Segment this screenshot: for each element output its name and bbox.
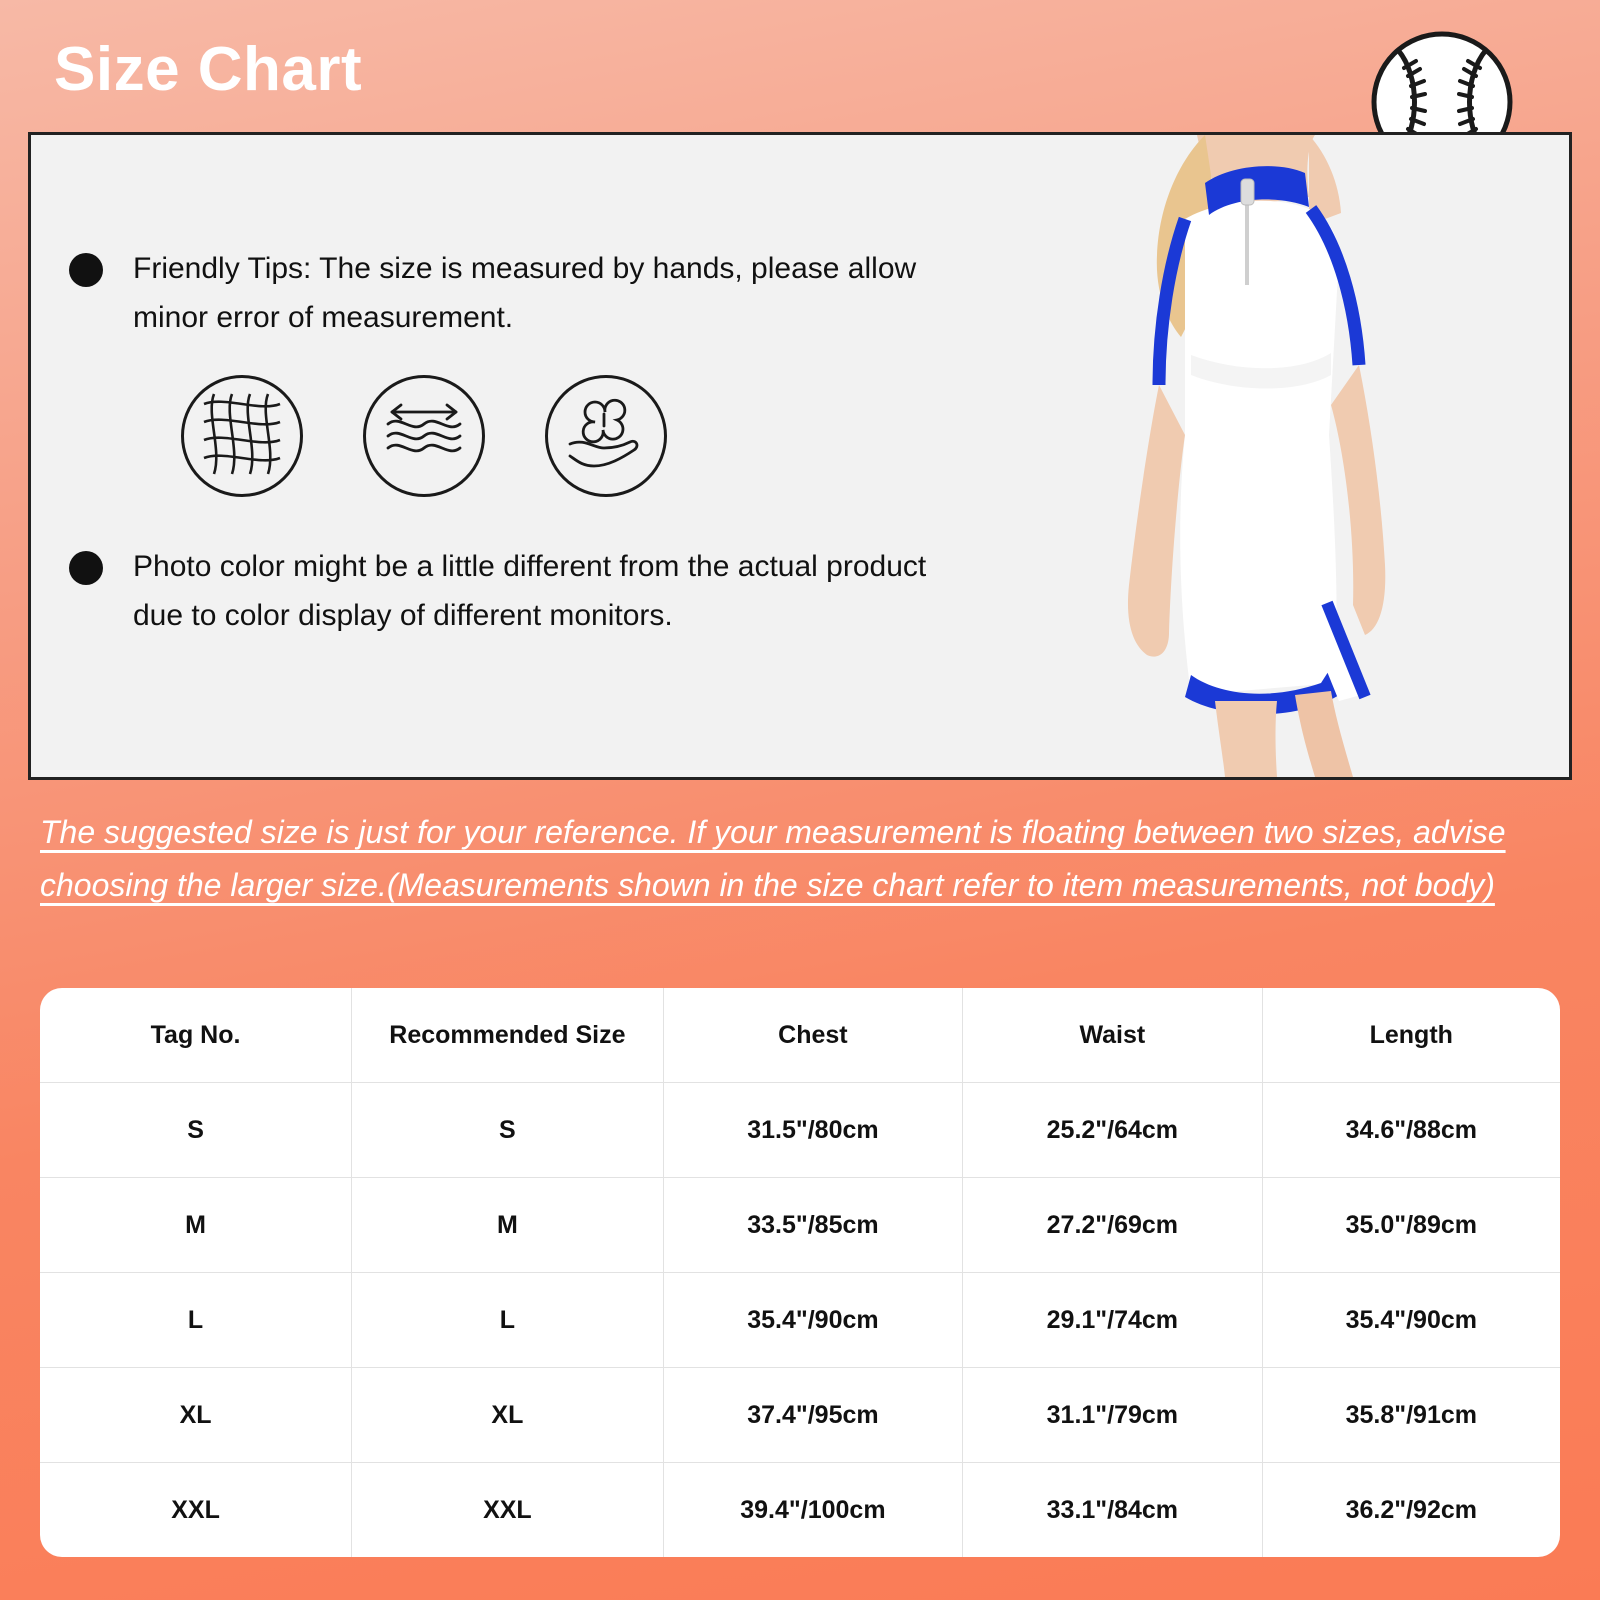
table-header-row [40, 988, 1560, 1083]
col-header-waist: Waist [963, 988, 1262, 1083]
feature-icons [181, 375, 667, 497]
cell-waist: 27.2"/69cm [963, 1178, 1262, 1273]
cell-tag-no: XL [40, 1368, 352, 1463]
cell-chest: 33.5"/85cm [663, 1178, 962, 1273]
table-row [40, 1368, 1560, 1463]
cell-length: 35.0"/89cm [1262, 1178, 1560, 1273]
photo-color-tips-text: Photo color might be a little different from the actual product due to color display of different monitors. [133, 550, 927, 632]
cell-recommended-size: M [352, 1178, 664, 1273]
cell-recommended-size: L [352, 1273, 664, 1368]
cell-recommended-size: XXL [352, 1463, 664, 1558]
cell-waist: 29.1"/74cm [963, 1273, 1262, 1368]
info-panel [28, 132, 1572, 780]
col-header-length: Length [1262, 988, 1560, 1083]
page-title: Size Chart [54, 35, 363, 104]
cell-length: 34.6"/88cm [1262, 1083, 1560, 1178]
cell-tag-no: XXL [40, 1463, 352, 1558]
bullet-dot-icon [69, 253, 103, 287]
size-table [40, 988, 1560, 1557]
cell-chest: 37.4"/95cm [663, 1368, 962, 1463]
cell-tag-no: S [40, 1083, 352, 1178]
table-row [40, 1178, 1560, 1273]
cell-tag-no: M [40, 1178, 352, 1273]
cell-chest: 35.4"/90cm [663, 1273, 962, 1368]
col-header-tag-no: Tag No. [40, 988, 352, 1083]
table-row [40, 1463, 1560, 1558]
cell-length: 35.8"/91cm [1262, 1368, 1560, 1463]
soft-cotton-hand-icon [545, 375, 667, 497]
cell-waist: 25.2"/64cm [963, 1083, 1262, 1178]
stretch-arrows-icon [363, 375, 485, 497]
col-header-recommended-size: Recommended Size [352, 988, 664, 1083]
photo-color-tips-block [69, 543, 943, 640]
table-row [40, 1273, 1560, 1368]
col-header-chest: Chest [663, 988, 962, 1083]
fabric-weave-icon [181, 375, 303, 497]
bullet-dot-icon [69, 551, 103, 585]
cell-recommended-size: S [352, 1083, 664, 1178]
reference-note: The suggested size is just for your reference. If your measurement is floating between two sizes, advise choosing the larger size.(Measurements shown in the size chart refer to item measurements, not body) [40, 814, 1506, 903]
size-table-element [40, 988, 1560, 1557]
cell-chest: 39.4"/100cm [663, 1463, 962, 1558]
cell-tag-no: L [40, 1273, 352, 1368]
cell-chest: 31.5"/80cm [663, 1083, 962, 1178]
table-row [40, 1083, 1560, 1178]
cell-waist: 33.1"/84cm [963, 1463, 1262, 1558]
friendly-tips-block [69, 245, 943, 342]
cell-recommended-size: XL [352, 1368, 664, 1463]
model-photo [1009, 135, 1569, 777]
cell-length: 35.4"/90cm [1262, 1273, 1560, 1368]
cell-waist: 31.1"/79cm [963, 1368, 1262, 1463]
friendly-tips-text: Friendly Tips: The size is measured by hands, please allow minor error of measurement. [133, 252, 917, 334]
cell-length: 36.2"/92cm [1345, 1495, 1477, 1524]
